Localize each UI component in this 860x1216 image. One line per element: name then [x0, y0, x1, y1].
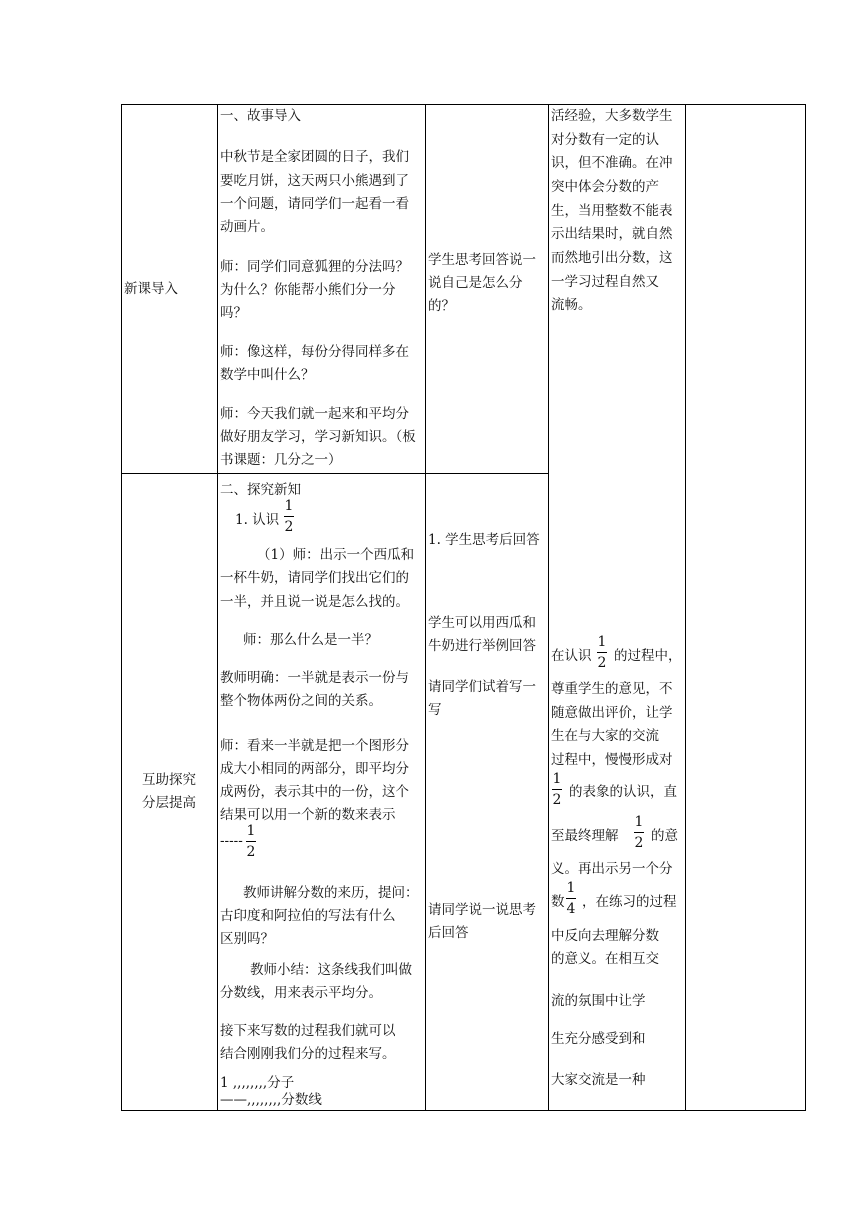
fraction-numerator: 1	[597, 634, 607, 650]
fraction-denominator: 2	[246, 844, 256, 860]
text-line: 中秋节是全家团圆的日子，我们	[220, 149, 409, 165]
design-note-line: 一学习过程自然又	[551, 274, 659, 290]
design-note-line: 数	[551, 894, 565, 910]
fraction-one-half	[284, 498, 294, 535]
design-note-line: 突中体会分数的产	[551, 179, 659, 195]
text-line: 吗？	[220, 305, 247, 321]
design-note-line: 尊重学生的意见，不	[551, 681, 673, 697]
text-line: 教师讲解分数的来历，提问：	[243, 885, 419, 901]
table-border-right	[805, 104, 806, 1111]
fraction-denominator: 2	[552, 792, 562, 808]
text-line: 师：今天我们就一起来和平均分	[220, 406, 409, 422]
text-line: 结果可以用一个新的数来表示	[220, 807, 396, 823]
student-activity-line: 的？	[428, 298, 455, 314]
design-note-line: 流畅。	[551, 297, 592, 313]
design-note-line: 至最终理解	[551, 828, 619, 844]
design-note-line: ，在练习的过程	[582, 894, 677, 910]
text-line: 师：像这样，每份分得同样多在	[220, 344, 409, 360]
section-heading-explore: 二、探究新知	[220, 482, 301, 498]
text-line: 古印度和阿拉伯的写法有什么	[220, 908, 396, 924]
text-line: 数学中叫什么？	[220, 367, 315, 383]
student-activity-line: 后回答	[428, 925, 469, 941]
student-activity-line: 学生可以用西瓜和	[428, 615, 536, 631]
fraction-denominator: 4	[566, 901, 576, 917]
design-note-line: 的意义。在相互交	[551, 951, 659, 967]
text-line: 教师明确：一半就是表示一份与	[220, 670, 409, 686]
design-note-line: 活经验，大多数学生	[551, 108, 673, 124]
design-note-line: 而然地引出分数，这	[551, 250, 673, 266]
text-line: 一杯牛奶，请同学们找出它们的	[220, 570, 409, 586]
fraction-one-half	[597, 634, 607, 671]
design-note-line: 生在与大家的交流	[551, 728, 659, 744]
fraction-one-half	[552, 771, 562, 808]
fraction-line-label: ——,,,,,,,,分数线	[220, 1092, 322, 1108]
fraction-numerator: 1	[284, 498, 294, 514]
design-note-line: 过程中，慢慢形成对	[551, 752, 673, 768]
fraction-denominator: 2	[634, 835, 644, 851]
text-line: 接下来写数的过程我们就可以	[220, 1023, 396, 1039]
fraction-bar	[634, 832, 644, 833]
fraction-numerator: 1	[552, 771, 562, 787]
col-divider-1	[217, 104, 218, 1111]
fraction-numerator: 1	[634, 814, 644, 830]
student-activity-line: 1. 学生思考后回答	[428, 532, 540, 548]
student-activity-line: 学生思考回答说一	[428, 252, 536, 268]
design-note-line: 生，当用整数不能表	[551, 203, 673, 219]
table-border-left	[121, 104, 122, 1111]
text-line: 书课题：几分之一）	[220, 452, 342, 468]
fraction-bar	[246, 841, 256, 842]
fraction-one-half	[246, 823, 256, 860]
student-activity-line: 说自己是怎么分	[428, 275, 523, 291]
design-note-line: 随意做出评价，让学	[551, 705, 673, 721]
row-label-explore-line2: 分层提高	[142, 795, 196, 811]
text-line: 区别吗？	[220, 931, 274, 947]
design-note-line: 对分数有一定的认	[551, 132, 659, 148]
student-activity-line: 请同学说一说思考	[428, 902, 536, 918]
fraction-one-half	[634, 814, 644, 851]
text-line: 整个物体两份之间的关系。	[220, 693, 382, 709]
student-activity-line: 请同学们试着写一	[428, 679, 536, 695]
fraction-bar	[597, 652, 607, 653]
text-line: 师：看来一半就是把一个图形分	[220, 738, 409, 754]
text-line: 为什么？你能帮小熊们分一分	[220, 282, 396, 298]
text-line: 要吃月饼，这天两只小熊遇到了	[220, 173, 409, 189]
student-activity-line: 牛奶进行举例回答	[428, 638, 536, 654]
design-note-line: 示出结果时，就自然	[551, 226, 673, 242]
text-line: 分数线，用来表示平均分。	[220, 985, 382, 1001]
col-divider-2	[425, 104, 426, 1111]
fraction-numerator: 1	[566, 880, 576, 896]
design-note-line: 生充分感受到和	[551, 1031, 646, 1047]
design-note-line: 的表象的认识，直	[569, 784, 677, 800]
text-line: 动画片。	[220, 219, 274, 235]
item-heading: 1. 认识	[235, 512, 280, 528]
fraction-denominator: 2	[284, 519, 294, 535]
design-note-line: 的意	[651, 828, 678, 844]
design-note-line: 的过程中，	[614, 648, 682, 664]
text-line: 师：那么什么是一半？	[243, 632, 378, 648]
dash-marker: -----	[220, 833, 243, 849]
fraction-bar	[566, 898, 576, 899]
student-activity-line: 写	[428, 702, 442, 718]
text-line: 成两份，表示其中的一份，这个	[220, 784, 409, 800]
text-line: 师：同学们同意狐狸的分法吗？	[220, 259, 409, 275]
design-note-line: 中反向去理解分数	[551, 928, 659, 944]
numerator-label: 1 ,,,,,,,,分子	[220, 1075, 295, 1091]
text-line: （1）师：出示一个西瓜和	[257, 547, 415, 563]
design-note-line: 识，但不准确。在冲	[551, 155, 673, 171]
text-line: 结合刚刚我们分的过程来写。	[220, 1046, 396, 1062]
row-label-explore-line1: 互助探究	[142, 772, 196, 788]
col-divider-3	[548, 104, 549, 1111]
row-divider	[121, 473, 548, 474]
fraction-denominator: 2	[597, 655, 607, 671]
fraction-bar	[552, 789, 562, 790]
text-line: 教师小结：这条线我们叫做	[250, 962, 412, 978]
design-note-line: 流的氛围中让学	[551, 993, 646, 1009]
design-note-line: 大家交流是一种	[551, 1072, 646, 1088]
text-line: 一个问题，请同学们一起看一看	[220, 196, 409, 212]
row-label-new-lesson: 新课导入	[124, 281, 178, 297]
text-line: 一半，并且说一说是怎么找的。	[220, 594, 409, 610]
section-heading-story: 一、故事导入	[220, 108, 301, 124]
design-note-line: 义。再出示另一个分	[551, 861, 673, 877]
fraction-bar	[284, 516, 294, 517]
design-note-line: 在认识	[551, 648, 592, 664]
text-line: 成大小相同的两部分，即平均分	[220, 761, 409, 777]
fraction-one-quarter	[566, 880, 576, 917]
text-line: 做好朋友学习，学习新知识。（板	[220, 429, 416, 445]
col-divider-4	[685, 104, 686, 1111]
fraction-numerator: 1	[246, 823, 256, 839]
